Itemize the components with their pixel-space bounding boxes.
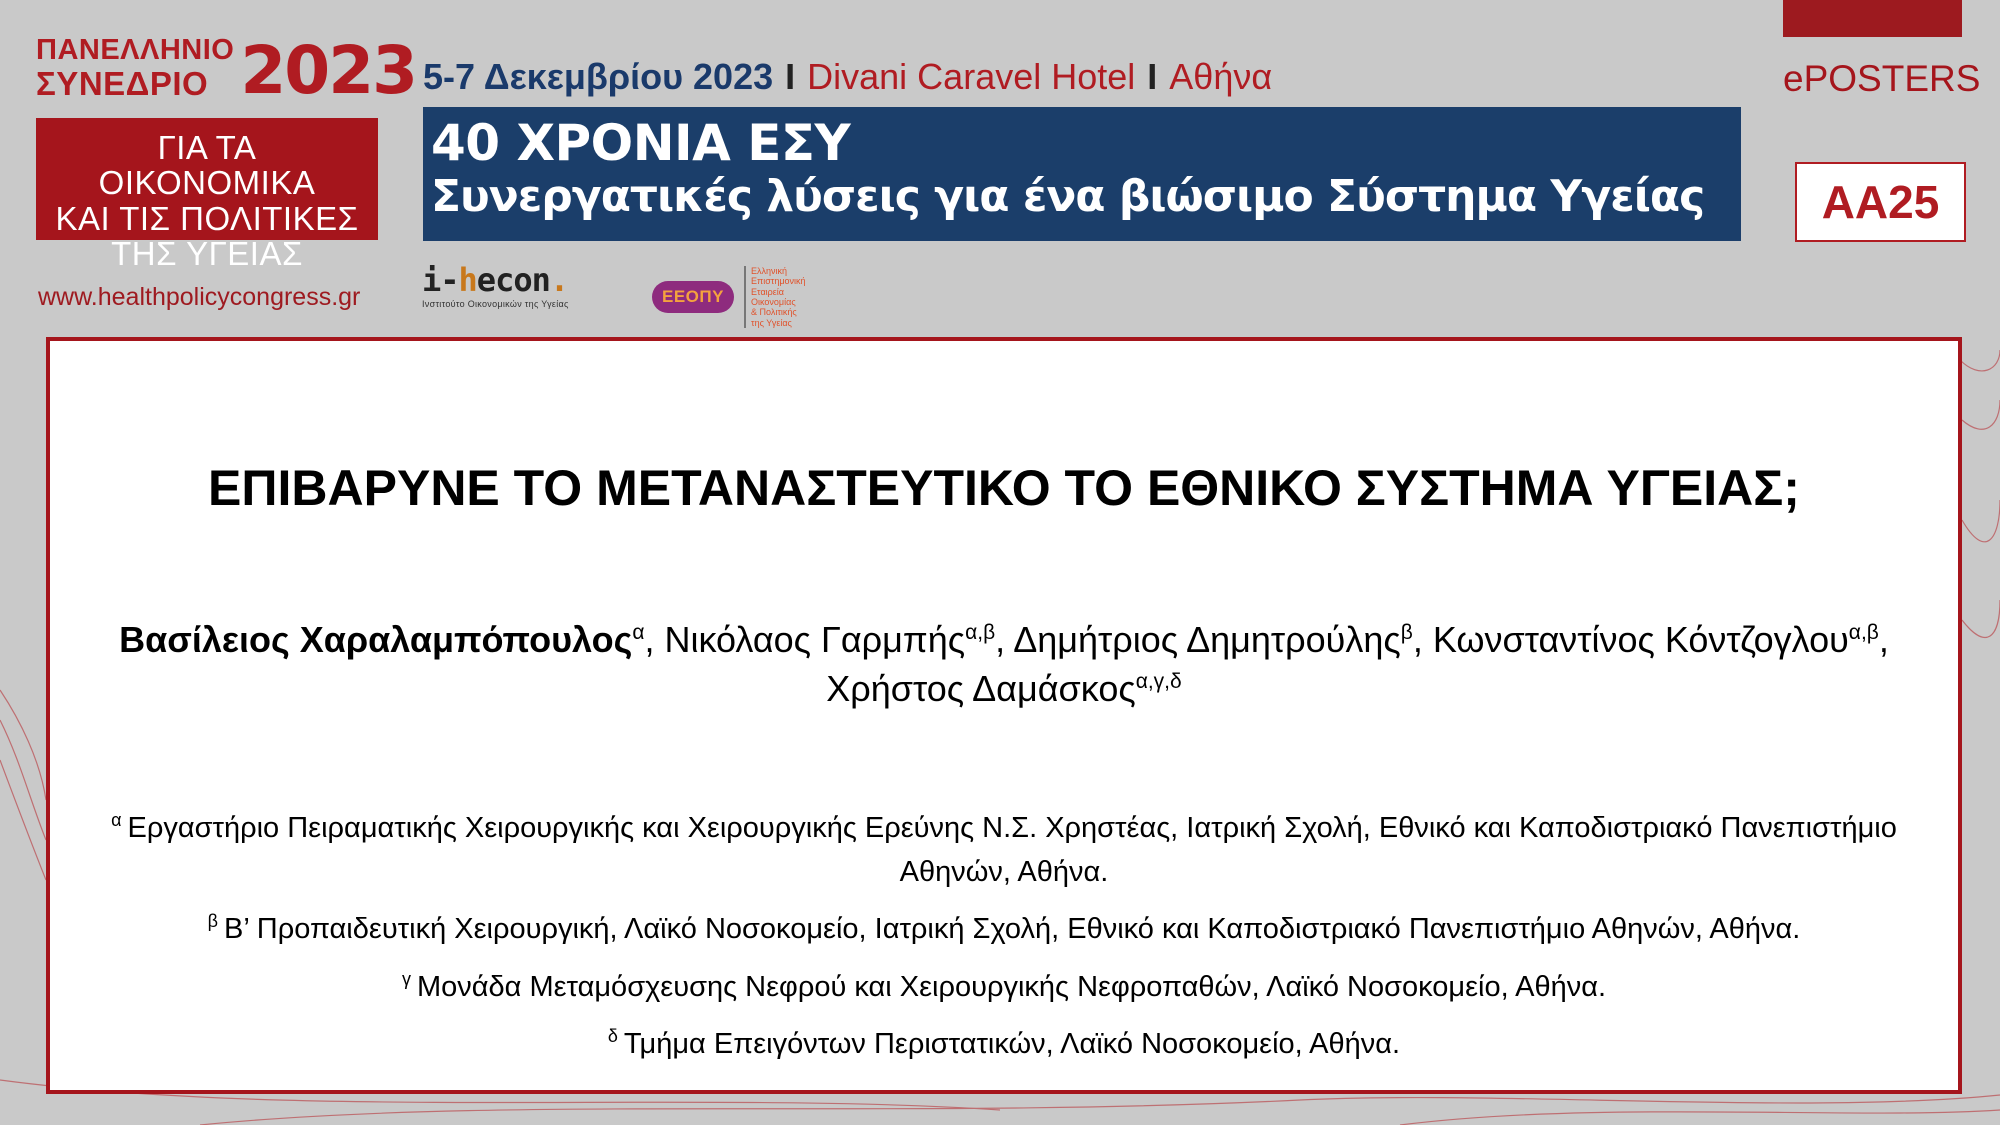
affiliation-mark: γ — [401, 968, 411, 989]
event-date: 5-7 Δεκεμβρίου 2023 — [423, 56, 774, 97]
congress-logo — [36, 31, 417, 272]
eeoop-line: Εταιρεία — [751, 286, 784, 297]
ihecon-prefix: i- — [422, 261, 459, 299]
congress-topic-line2: ΚΑΙ ΤΙΣ ΠΟΛΙΤΙΚΕΣ — [55, 199, 359, 237]
eeoop-line: Επιστημονική — [751, 276, 806, 287]
congress-topic-line1: ΓΙΑ ΤΑ ΟΙΚΟΝΟΜΙΚΑ — [98, 129, 316, 202]
theme-banner — [423, 107, 1741, 241]
ihecon-dot: . — [549, 261, 569, 299]
event-separator-1: I — [785, 56, 796, 97]
affiliation-item — [70, 1023, 1938, 1067]
congress-logo-header — [36, 31, 417, 109]
ihecon-tagline: Ινστιτούτο Οικονομικών της Υγείας — [422, 299, 569, 309]
congress-website: www.healthpolicycongress.gr — [38, 283, 361, 311]
affiliation-mark: α — [111, 810, 122, 831]
affiliation-text: Τμήμα Επειγόντων Περιστατικών, Λαϊκό Νοσοκομείο, Αθήνα. — [623, 1028, 1401, 1060]
author-name: Βασίλειος Χαραλαμπόπουλος — [119, 619, 633, 660]
author-affiliation-mark: β — [1400, 621, 1413, 644]
eeoop-logo — [652, 266, 806, 328]
ihecon-name — [422, 261, 569, 299]
eeoop-name — [744, 266, 806, 328]
eposters-label: ePOSTERS — [1783, 58, 1981, 99]
event-city: Αθήνα — [1169, 56, 1273, 97]
author-separator: , — [1412, 619, 1433, 660]
congress-logo-words — [36, 36, 234, 100]
author-separator: , — [644, 619, 665, 660]
congress-year: 2023 — [240, 31, 417, 109]
author-affiliation-mark: α,γ,δ — [1135, 669, 1182, 693]
eeoop-line: της Υγείας — [751, 317, 792, 328]
author-affiliation-mark: α,β — [1848, 621, 1879, 644]
event-info — [423, 55, 1272, 99]
banner-title: 40 ΧΡΟΝΙΑ ΕΣΥ — [431, 114, 851, 172]
ihecon-rest: econ — [476, 261, 550, 299]
eeoop-line: Ελληνική — [751, 266, 788, 276]
affiliation-text: Β’ Προπαιδευτική Χειρουργική, Λαϊκό Νοσοκομείο, Ιατρική Σχολή, Εθνικό και Καποδιστριακό Πανεπιστήμιο Αθηνών, Αθήνα. — [224, 913, 1801, 945]
poster-panel — [46, 337, 1962, 1094]
affiliation-mark: δ — [607, 1026, 618, 1047]
ihecon-h: h — [458, 261, 477, 299]
author-separator: , — [995, 619, 1014, 660]
affiliation-text: Εργαστήριο Πειραματικής Χειρουργικής και Χειρουργικής Ερεύνης Ν.Σ. Χρηστέας, Ιατρική Σχολή, Εθνικό και Καποδιστριακό Πανεπιστήμιο Αθηνών, Αθήνα. — [127, 812, 1897, 888]
event-separator-2: I — [1147, 56, 1158, 97]
poster-title: ΕΠΙΒΑΡΥΝΕ ΤΟ ΜΕΤΑΝΑΣΤΕΥΤΙΚΟ ΤΟ ΕΘΝΙΚΟ ΣΥΣΤΗΜΑ ΥΓΕΙΑΣ; — [208, 460, 1800, 516]
eeoop-line: & Πολιτικής — [751, 307, 797, 318]
author-name: Νικόλαος Γαρμπής — [664, 619, 966, 660]
eeoop-mark: ΕΕΟΠΥ — [652, 281, 734, 313]
author-affiliation-mark: α,β — [965, 621, 996, 644]
affiliation-mark: β — [207, 911, 219, 932]
affiliation-item — [70, 966, 1938, 1010]
congress-line1: ΠΑΝΕΛΛΗΝΙΟ — [36, 34, 235, 66]
author-affiliation-mark: α — [632, 621, 645, 644]
author-list — [110, 616, 1898, 713]
author-name: Χρήστος Δαμάσκος — [826, 667, 1136, 709]
affiliation-item — [70, 807, 1938, 894]
affiliation-text: Μονάδα Μεταμόσχευσης Νεφρού και Χειρουργικής Νεφροπαθών, Λαϊκό Νοσοκομείο, Αθήνα. — [416, 970, 1607, 1003]
poster-code: ΑΑ25 — [1795, 162, 1966, 242]
congress-topic-line3: ΤΗΣ ΥΓΕΙΑΣ — [111, 234, 303, 272]
red-strip — [1783, 0, 1962, 37]
congress-line2: ΣΥΝΕΔΡΙΟ — [36, 65, 209, 102]
congress-topic-box — [36, 118, 378, 272]
affiliation-item — [70, 908, 1938, 952]
ihecon-logo — [422, 261, 569, 309]
event-venue: Divani Caravel Hotel — [807, 56, 1136, 97]
author-name: Κωνσταντίνος Κόντζογλου — [1432, 619, 1849, 660]
eeoop-line: Οικονομίας — [751, 297, 796, 308]
affiliation-list — [70, 807, 1938, 1081]
author-name: Δημήτριος Δημητρούλης — [1013, 619, 1401, 660]
banner-subtitle: Συνεργατικές λύσεις για ένα βιώσιμο Σύστημα Υγείας — [431, 170, 1705, 222]
author-separator: , — [1878, 619, 1889, 660]
